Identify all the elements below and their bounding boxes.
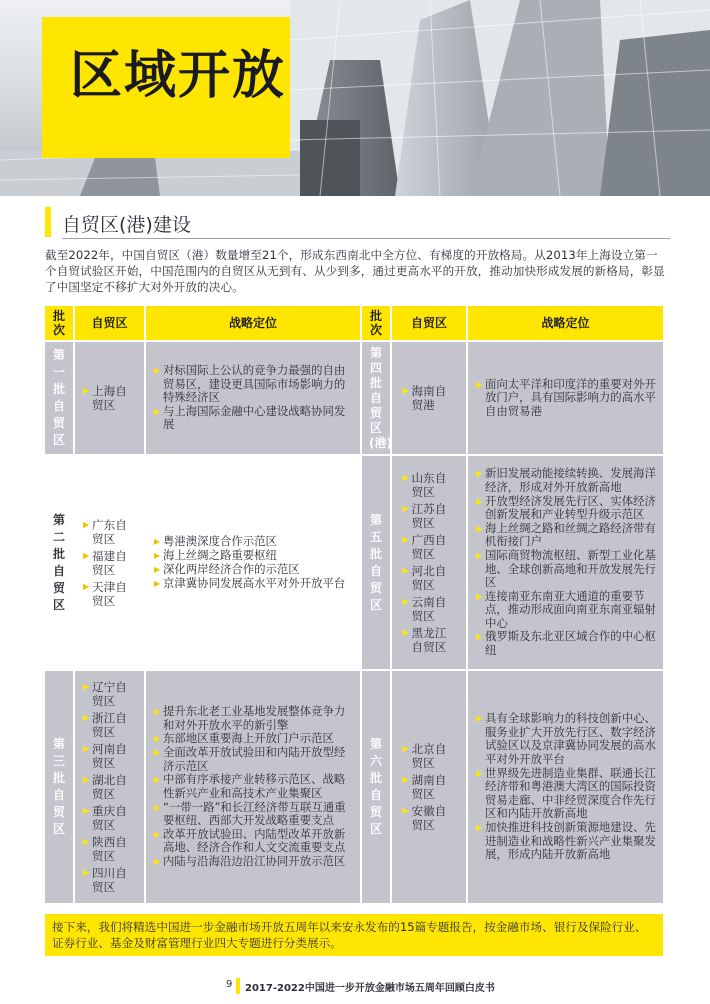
strategy-cell xyxy=(146,456,360,669)
triangle-bullet-icon: ▶ xyxy=(83,550,90,560)
header-strategy-left: 战略定位 xyxy=(146,306,360,340)
triangle-bullet-icon: ▶ xyxy=(154,707,161,717)
triangle-bullet-icon: ▶ xyxy=(476,379,483,389)
batch-cell: 第四批自贸区(港) xyxy=(362,342,390,454)
list-item: ▶ 内陆与沿海沿边沿江协同开放示范区 xyxy=(154,853,346,868)
hero-banner xyxy=(0,0,710,196)
list-item: ▶ 世界级先进制造业集群、联通长江经济带和粤港澳大湾区的国际投资贸易走廊、中非经贸深度合作先行区和内陆开放新高地 xyxy=(476,765,656,821)
list-item: ▶ 东部地区重要海上开放门户示范区 xyxy=(154,731,334,746)
triangle-bullet-icon: ▶ xyxy=(402,597,409,606)
triangle-bullet-icon: ▶ xyxy=(154,829,161,839)
list-item: ▶ 连接南亚东南亚大通道的重要节点，推动形成面向南亚东南亚辐射中心 xyxy=(476,588,656,630)
list-item: ▶ 深化两岸经济合作的示范区 xyxy=(154,561,300,576)
triangle-bullet-icon: ▶ xyxy=(476,632,483,642)
triangle-bullet-icon: ▶ xyxy=(154,564,161,574)
list-item: ▶ 新旧发展动能接续转换、发展海洋经济，形成对外开放新高地 xyxy=(476,466,656,494)
batch-cell: 第三批自贸区 xyxy=(45,671,73,903)
list-item: ▶ 山东自贸区 xyxy=(402,471,447,499)
page-footer xyxy=(0,978,710,994)
list-item: ▶ 广西自贸区 xyxy=(402,533,447,561)
triangle-bullet-icon: ▶ xyxy=(402,775,409,784)
header-zone-right: 自贸区 xyxy=(392,306,466,340)
triangle-bullet-icon: ▶ xyxy=(154,578,161,588)
batch-cell: 第六批自贸区 xyxy=(362,671,390,903)
triangle-bullet-icon: ▶ xyxy=(154,734,161,744)
triangle-bullet-icon: ▶ xyxy=(83,581,90,591)
triangle-bullet-icon: ▶ xyxy=(402,535,409,544)
zone-cell xyxy=(75,671,144,903)
triangle-bullet-icon: ▶ xyxy=(154,775,161,785)
list-item: ▶ 与上海国际金融中心建设战略协同发展 xyxy=(154,403,346,432)
triangle-bullet-icon: ▶ xyxy=(83,868,90,877)
header-zone-left: 自贸区 xyxy=(75,306,144,340)
strategy-cell xyxy=(146,671,360,903)
zone-cell xyxy=(75,456,144,669)
header-batch-right: 批次 xyxy=(362,306,390,340)
list-item: ▶ 黑龙江自贸区 xyxy=(402,626,447,654)
list-item: ▶ 上海自贸区 xyxy=(83,384,127,412)
strategy-cell xyxy=(468,671,663,903)
triangle-bullet-icon: ▶ xyxy=(476,768,483,778)
list-item: ▶ “一带一路”和长江经济带互联互通重要枢纽、西部大开发战略重要支点 xyxy=(154,799,346,828)
closing-note: 接下来，我们将精选中国进一步金融市场开放五周年以来安永发布的15篇专题报告，按金融市场、银行及保险行业、证券行业、基金及财富管理行业四大专题进行分类展示。 xyxy=(45,914,663,956)
list-item: ▶ 辽宁自贸区 xyxy=(83,680,127,708)
triangle-bullet-icon: ▶ xyxy=(154,856,161,866)
header-batch-left: 批次 xyxy=(45,306,73,340)
list-item: ▶ 俄罗斯及东北亚区域合作的中心枢纽 xyxy=(476,629,656,658)
triangle-bullet-icon: ▶ xyxy=(154,550,161,560)
triangle-bullet-icon: ▶ xyxy=(154,406,161,416)
triangle-bullet-icon: ▶ xyxy=(402,504,409,513)
list-item: ▶ 全面改革开放试验田和内陆开放型经济示范区 xyxy=(154,745,346,773)
triangle-bullet-icon: ▶ xyxy=(154,536,161,546)
list-item: ▶ 北京自贸区 xyxy=(402,742,447,770)
list-item: ▶ 安徽自贸区 xyxy=(402,804,447,832)
zone-cell xyxy=(392,671,466,903)
list-item: ▶ 陕西自贸区 xyxy=(83,835,127,863)
list-item: ▶ 广东自贸区 xyxy=(83,517,127,546)
list-item: ▶ 粤港澳深度合作示范区 xyxy=(154,533,277,548)
intro-paragraph: 截至2022年，中国自贸区（港）数量增至21个，形成东西南北中全方位、有梯度的开放格局。从2013年上海设立第一个自贸试验区开始，中国范围内的自贸区从无到有、从少到多，通过更高水平的开放，推动加快形成发展的新格局，彰显了中国坚定不移扩大对外开放的决心。 xyxy=(45,248,665,294)
list-item: ▶ 湖南自贸区 xyxy=(402,773,447,801)
triangle-bullet-icon: ▶ xyxy=(476,523,483,533)
hero-title: 区域开放 xyxy=(70,46,287,106)
section-divider xyxy=(62,238,670,239)
strategy-cell xyxy=(146,342,360,454)
list-item: ▶ 改革开放试验田、内陆型改革开放新高地、经济合作和人文交流重要支点 xyxy=(154,826,346,855)
list-item: ▶ 国际商贸物流枢纽、新型工业化基地、全球创新高地和开放发展先行区 xyxy=(476,547,656,590)
triangle-bullet-icon: ▶ xyxy=(154,748,161,758)
list-item: ▶ 江苏自贸区 xyxy=(402,502,447,530)
footer-title: 2017-2022中国进一步开放金融市场五周年回顾白皮书 xyxy=(245,983,495,994)
header-strategy-right: 战略定位 xyxy=(468,306,663,340)
strategy-cell xyxy=(468,342,663,454)
zone-cell xyxy=(392,342,466,454)
triangle-bullet-icon: ▶ xyxy=(402,566,409,575)
triangle-bullet-icon: ▶ xyxy=(476,822,483,832)
strategy-cell xyxy=(468,456,663,669)
list-item: ▶ 对标国际上公认的竞争力最强的自由贸易区，建设更具国际市场影响力的特殊经济区 xyxy=(154,363,346,405)
triangle-bullet-icon: ▶ xyxy=(83,682,90,691)
list-item: ▶ 福建自贸区 xyxy=(83,548,127,577)
list-item: ▶ 加快推进科技创新策源地建设、先进制造业和战略性新兴产业集聚发展，形成内陆开放新高地 xyxy=(476,819,656,862)
list-item: ▶ 面向太平洋和印度洋的重要对外开放门户，具有国际影响力的高水平自由贸易港 xyxy=(476,376,656,418)
triangle-bullet-icon: ▶ xyxy=(83,806,90,815)
triangle-bullet-icon: ▶ xyxy=(83,386,90,395)
triangle-bullet-icon: ▶ xyxy=(476,591,483,601)
list-item: ▶ 海上丝绸之路和丝绸之路经济带有机衔接门户 xyxy=(476,520,656,549)
triangle-bullet-icon: ▶ xyxy=(402,806,409,815)
list-item: ▶ 提升东北老工业基地发展整体竞争力和对外开放水平的新引擎 xyxy=(154,704,346,732)
triangle-bullet-icon: ▶ xyxy=(476,714,483,724)
list-item: ▶ 河北自贸区 xyxy=(402,564,447,592)
triangle-bullet-icon: ▶ xyxy=(476,496,483,506)
list-item: ▶ 开放型经济发展先行区、实体经济创新发展和产业转型升级示范区 xyxy=(476,493,656,522)
list-item: ▶ 京津冀协同发展高水平对外开放平台 xyxy=(154,575,346,590)
triangle-bullet-icon: ▶ xyxy=(83,837,90,846)
triangle-bullet-icon: ▶ xyxy=(83,519,90,529)
triangle-bullet-icon: ▶ xyxy=(83,775,90,784)
zone-cell xyxy=(75,342,144,454)
hero-title-box xyxy=(42,17,290,158)
triangle-bullet-icon: ▶ xyxy=(476,550,483,560)
list-item: ▶ 海南自贸港 xyxy=(402,384,447,412)
free-trade-zone-table xyxy=(45,306,663,903)
section-title: 自贸区(港)建设 xyxy=(62,214,191,236)
batch-cell: 第一批自贸区 xyxy=(45,342,73,454)
triangle-bullet-icon: ▶ xyxy=(154,366,161,376)
triangle-bullet-icon: ▶ xyxy=(402,628,409,637)
triangle-bullet-icon: ▶ xyxy=(402,386,409,395)
triangle-bullet-icon: ▶ xyxy=(402,744,409,753)
list-item: ▶ 河南自贸区 xyxy=(83,742,127,770)
footer-accent-bar xyxy=(236,978,240,994)
list-item: ▶ 四川自贸区 xyxy=(83,866,127,894)
list-item: ▶ 海上丝绸之路重要枢纽 xyxy=(154,547,277,562)
zone-cell xyxy=(392,456,466,669)
list-item: ▶ 具有全球影响力的科技创新中心、服务业扩大开放先行区、数字经济试验区以及京津冀协同发展的高水平对外开放平台 xyxy=(476,711,656,767)
triangle-bullet-icon: ▶ xyxy=(154,802,161,812)
list-item: ▶ 湖北自贸区 xyxy=(83,773,127,801)
section-accent-bar xyxy=(45,207,51,237)
list-item: ▶ 重庆自贸区 xyxy=(83,804,127,832)
page-number: 9 xyxy=(226,979,233,990)
triangle-bullet-icon: ▶ xyxy=(476,469,483,479)
list-item: ▶ 浙江自贸区 xyxy=(83,711,127,739)
triangle-bullet-icon: ▶ xyxy=(402,473,409,482)
list-item: ▶ 中部有序承接产业转移示范区、战略性新兴产业和高技术产业集聚区 xyxy=(154,772,346,800)
list-item: ▶ 云南自贸区 xyxy=(402,595,447,623)
triangle-bullet-icon: ▶ xyxy=(83,713,90,722)
triangle-bullet-icon: ▶ xyxy=(83,744,90,753)
list-item: ▶ 天津自贸区 xyxy=(83,579,127,608)
batch-cell: 第二批自贸区 xyxy=(45,456,73,669)
batch-cell: 第五批自贸区 xyxy=(362,456,390,669)
